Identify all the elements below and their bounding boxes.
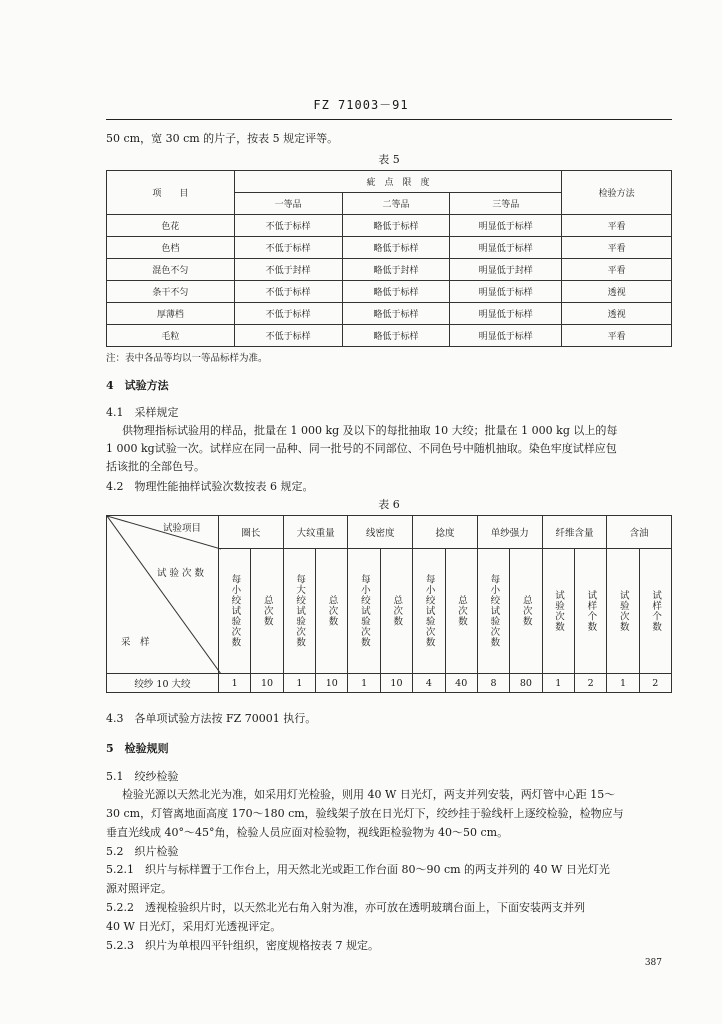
t6-diag-bottom: 采 样	[121, 637, 150, 648]
section42: 4.2 物理性能抽样试验次数按表 6 规定。	[106, 480, 314, 493]
t6-value: 2	[639, 674, 671, 693]
table-row	[107, 237, 672, 259]
section4-title: 4 试验方法	[106, 379, 169, 392]
section522-line: 5.2.2 透视检验织片时，以天然北光右角入射为准，亦可放在透明玻璃台面上，下面安装两支并列	[106, 901, 585, 914]
t6-sub: 总次数	[455, 595, 467, 627]
table6-caption: 表 6	[378, 498, 400, 511]
t6-sub: 总次数	[261, 595, 273, 627]
section41-line: 括该批的全部色号。	[106, 460, 205, 473]
t6-sub: 试验次数	[553, 590, 565, 632]
section51-line: 30 cm，灯管离地面高度 170～180 cm，验线架子放在日光灯下，绞纱挂于验线杆上逐绞检验，检物应与	[106, 807, 624, 820]
t5-cell: 明显低于标样	[450, 325, 562, 347]
t5-item: 条干不匀	[107, 281, 235, 303]
t5-cell: 不低于封样	[234, 259, 342, 281]
section51-line: 垂直光线成 40°～45°角，检验人员应面对检验物，视线距检验物为 40～50 cm。	[106, 826, 509, 839]
t6-sub: 总次数	[391, 595, 403, 627]
t6-value: 40	[445, 674, 477, 693]
t6-group: 纤维含量	[542, 516, 607, 549]
t6-group: 单纱强力	[477, 516, 542, 549]
section43: 4.3 各单项试验方法按 FZ 70001 执行。	[106, 712, 317, 725]
t6-value: 4	[413, 674, 445, 693]
t5-item: 毛粒	[107, 325, 235, 347]
section41-line: 1 000 kg试验一次。试样应在同一品种、同一批号的不同部位、不同色号中随机抽取。染色牢度试样应包	[106, 442, 617, 455]
t5-cell: 明显低于标样	[450, 281, 562, 303]
t5-method: 平看	[562, 237, 672, 259]
table6	[106, 515, 672, 693]
t6-sub: 试样个数	[650, 590, 662, 632]
t5-item: 混色不匀	[107, 259, 235, 281]
table-row	[107, 674, 672, 693]
table5	[106, 170, 672, 347]
page-number: 387	[644, 958, 662, 968]
table-row	[107, 215, 672, 237]
section522-line: 40 W 日光灯，采用灯光透视评定。	[106, 920, 282, 933]
t6-value: 1	[542, 674, 574, 693]
t5-col-group: 疵 点 限 度	[234, 171, 561, 193]
section5-title: 5 检验规则	[106, 742, 169, 755]
section521-line: 源对照评定。	[106, 882, 172, 895]
t6-value: 10	[316, 674, 348, 693]
section523: 5.2.3 织片为单根四平针组织，密度规格按表 7 规定。	[106, 939, 379, 952]
t6-value: 1	[607, 674, 639, 693]
t5-cell: 略低于标样	[342, 303, 450, 325]
section51-title: 5.1 绞纱检验	[106, 770, 179, 783]
standard-number: FZ 71003－91	[313, 98, 409, 112]
t5-method: 透视	[562, 303, 672, 325]
t5-cell: 略低于标样	[342, 281, 450, 303]
t6-sub: 试验次数	[617, 590, 629, 632]
t6-group: 大纹重量	[283, 516, 348, 549]
table5-note: 注：表中各品等均以一等品标样为准。	[106, 353, 268, 364]
section41-title: 4.1 采样规定	[106, 406, 179, 419]
t5-col-item: 项 目	[107, 171, 235, 215]
table5-caption: 表 5	[378, 153, 400, 166]
t5-grade: 二等品	[342, 193, 450, 215]
t5-cell: 不低于标样	[234, 215, 342, 237]
t6-sub: 总次数	[520, 595, 532, 627]
t6-value: 10	[380, 674, 412, 693]
t5-cell: 明显低于标样	[450, 215, 562, 237]
t5-cell: 不低于标样	[234, 281, 342, 303]
t6-sub: 总次数	[326, 595, 338, 627]
t6-diagonal-lines	[107, 516, 221, 674]
t6-diag-top: 试验项目	[163, 523, 202, 534]
t6-value: 1	[283, 674, 315, 693]
t5-method: 平看	[562, 259, 672, 281]
table-row	[107, 303, 672, 325]
table-row	[107, 259, 672, 281]
table-row	[107, 325, 672, 347]
t5-method: 平看	[562, 325, 672, 347]
t5-cell: 不低于标样	[234, 325, 342, 347]
section51-line: 检验光源以天然北光为准，如采用灯光检验，则用 40 W 日光灯，两支并列安装，两灯管中心距 15～	[122, 788, 616, 801]
t6-group: 线密度	[348, 516, 413, 549]
t5-cell: 不低于标样	[234, 303, 342, 325]
t5-col-method: 检验方法	[562, 171, 672, 215]
t5-method: 平看	[562, 215, 672, 237]
t5-cell: 略低于封样	[342, 259, 450, 281]
t6-diagonal-header	[107, 516, 219, 674]
t5-grade: 一等品	[234, 193, 342, 215]
t5-item: 色花	[107, 215, 235, 237]
t5-grade: 三等品	[450, 193, 562, 215]
section521-line: 5.2.1 织片与标样置于工作台上，用天然北光或距工作台面 80～90 cm 的两支并列的 40 W 日光灯光	[106, 863, 610, 876]
section41-line: 供物理指标试验用的样品，批量在 1 000 kg 及以下的每批抽取 10 大绞；批量在 1 000 kg 以上的每	[122, 424, 618, 437]
t6-sub: 每小绞试验次数	[358, 574, 370, 648]
t5-cell: 明显低于标样	[450, 303, 562, 325]
t6-value: 80	[510, 674, 542, 693]
header-rule	[106, 119, 672, 120]
t6-row-label: 绞纱 10 大绞	[107, 674, 219, 693]
t5-cell: 不低于标样	[234, 237, 342, 259]
t6-group: 捻度	[413, 516, 478, 549]
t5-cell: 明显低于标样	[450, 237, 562, 259]
t5-cell: 略低于标样	[342, 215, 450, 237]
t6-value: 10	[251, 674, 283, 693]
t6-sub: 每小绞试验次数	[229, 574, 241, 648]
t5-cell: 明显低于封样	[450, 259, 562, 281]
t6-group: 圈长	[218, 516, 283, 549]
intro-line: 50 cm，宽 30 cm 的片子，按表 5 规定评等。	[106, 132, 339, 145]
t6-sub: 每大绞试验次数	[294, 574, 306, 648]
t6-diag-mid: 试 验 次 数	[157, 568, 205, 579]
t6-value: 1	[348, 674, 380, 693]
section52-title: 5.2 织片检验	[106, 845, 179, 858]
t6-sub: 每小绞试验次数	[423, 574, 435, 648]
t6-group: 含油	[607, 516, 672, 549]
t6-value: 8	[477, 674, 509, 693]
t5-cell: 略低于标样	[342, 237, 450, 259]
t6-value: 1	[218, 674, 250, 693]
t5-method: 透视	[562, 281, 672, 303]
t6-value: 2	[574, 674, 606, 693]
t5-cell: 略低于标样	[342, 325, 450, 347]
t6-sub: 每小绞试验次数	[488, 574, 500, 648]
table-row	[107, 281, 672, 303]
t5-item: 厚薄档	[107, 303, 235, 325]
t6-sub: 试样个数	[585, 590, 597, 632]
t5-item: 色档	[107, 237, 235, 259]
